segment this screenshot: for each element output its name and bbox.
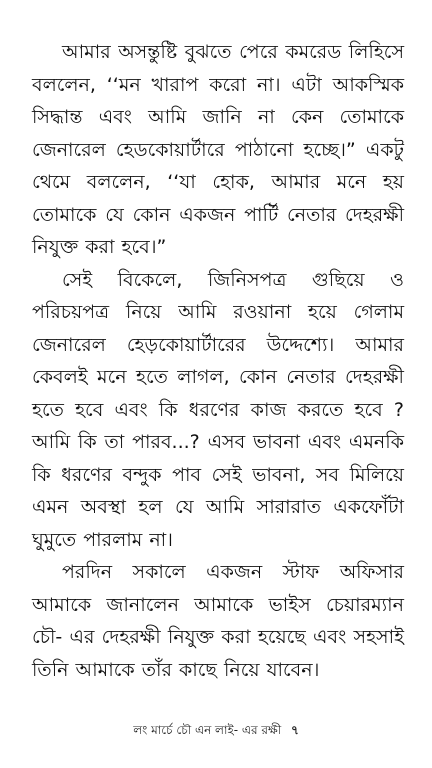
running-title: লং মার্চে চৌ এন লাই- এর রক্ষী	[133, 723, 282, 737]
paragraph-1: আমার অসন্তুষ্টি বুঝতে পেরে কমরেড লিহিসে বললেন, ‘‘মন খারাপ করো না। এটা আকস্মিক সিদ্ধান্ত এবং আমি জানি না কেন তোমাকে জেনারেল হেডকোয়ার্টারে পাঠানো হচ্ছে।” একটু থেমে বললেন, ‘‘যা হোক, আমার মনে হয় তোমাকে যে কোন একজন পার্টি নেতার দেহরক্ষী নিযুক্ত করা হবে।”	[32, 41, 404, 258]
page-number: ৭	[291, 723, 299, 737]
body-text	[32, 36, 404, 686]
paragraph-2: সেই বিকেলে, জিনিসপত্র গুছিয়ে ও পরিচয়পত্র নিয়ে আমি রওয়ানা হয়ে গেলাম জেনারেল হেড়কোয়ার্টারের উদ্দেশ্যে। আমার কেবলই মনে হতে লাগল, কোন নেতার দেহরক্ষী হতে হবে এবং কি ধরণের কাজ করতে হবে ? আমি কি তা পারব...? এসব ভাবনা এবং এমনকি কি ধরণের বন্দুক পাব সেই ভাবনা, সব মিলিয়ে এমন অবস্থা হল যে আমি সারারাত একফোঁটা ঘুমুতে পারলাম না।	[32, 268, 404, 551]
paragraph-3: পরদিন সকালে একজন স্টাফ অফিসার আমাকে জানালেন আমাকে ভাইস চেয়ারম্যান চৌ- এর দেহরক্ষী নিযুক্ত করা হয়েছে এবং সহসাই তিনি আমাকে তাঁর কাছে নিয়ে যাবেন।	[32, 561, 404, 681]
page-footer	[0, 722, 432, 742]
